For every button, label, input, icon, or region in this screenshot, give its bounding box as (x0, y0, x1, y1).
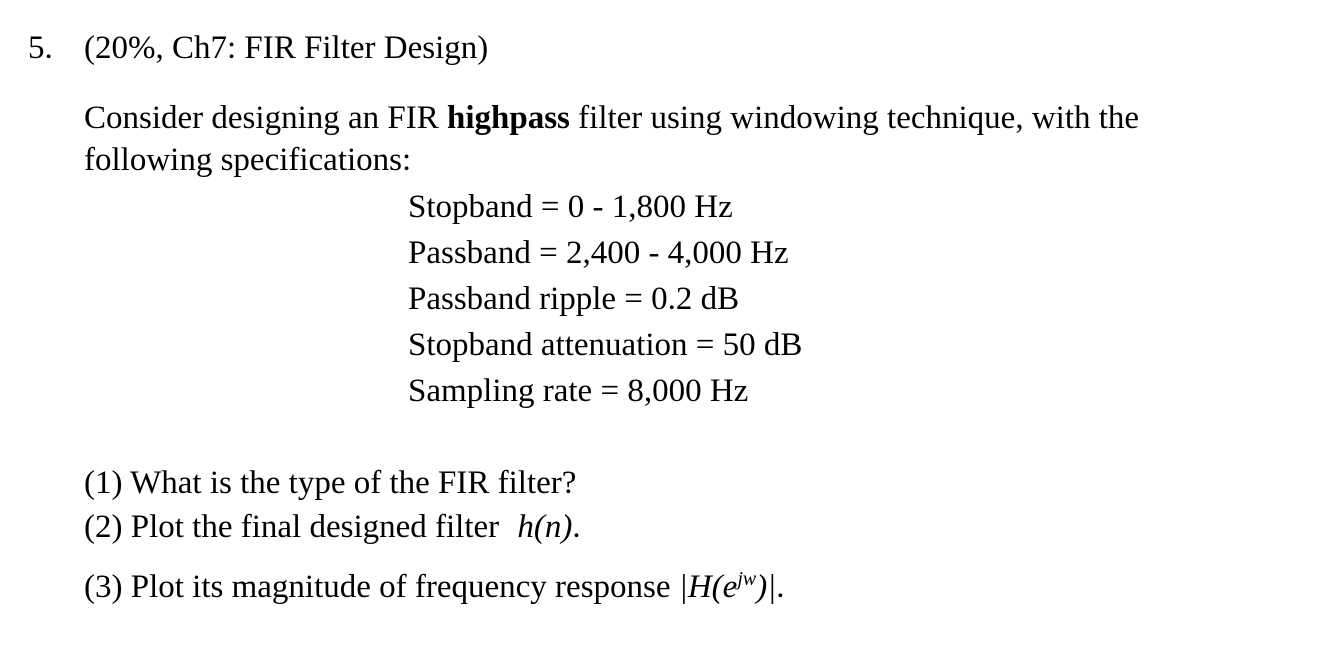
frequency-response-symbol (679, 569, 777, 605)
spec-stopband: Stopband = 0 - 1,800 Hz (408, 189, 733, 225)
intro-line-2: following specifications: (84, 142, 412, 178)
intro-line-1 (84, 98, 1139, 138)
sub-question-2-text: (2) Plot the final designed filter (84, 509, 508, 545)
spec-sampling-rate: Sampling rate = 8,000 Hz (408, 373, 749, 409)
sub-question-3 (84, 559, 785, 607)
sub-question-2 (84, 507, 581, 547)
spec-stopband-attenuation: Stopband attenuation = 50 dB (408, 327, 803, 363)
filter-symbol: h(n) (517, 509, 573, 545)
intro-text-end: filter using windowing technique, with the (569, 100, 1140, 136)
spec-passband-ripple: Passband ripple = 0.2 dB (408, 281, 740, 317)
sub-question-1: (1) What is the type of the FIR filter? (84, 465, 577, 501)
frequency-response-exponent: jw (737, 568, 757, 590)
question-number: 5. (28, 30, 53, 66)
spec-passband: Passband = 2,400 - 4,000 Hz (408, 235, 789, 271)
sub-question-3-text: (3) Plot its magnitude of frequency response (84, 569, 679, 605)
frequency-response-close: )| (756, 569, 777, 605)
intro-text-start: Consider designing an FIR (84, 100, 447, 136)
frequency-response-open: |H(e (678, 569, 738, 605)
sub-question-2-period: . (572, 509, 581, 545)
intro-emphasis: highpass (446, 100, 570, 136)
sub-question-3-period: . (776, 569, 785, 605)
question-header: (20%, Ch7: FIR Filter Design) (84, 30, 489, 66)
